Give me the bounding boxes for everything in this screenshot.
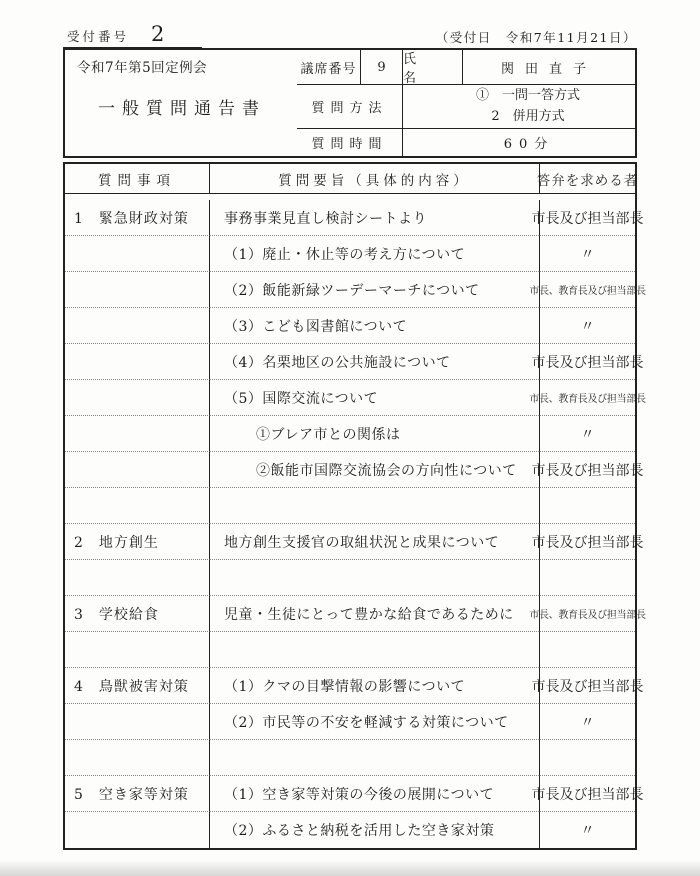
top-strip xyxy=(63,24,637,48)
question-item-text: 5 空き家等対策 xyxy=(74,786,189,803)
responder-cell xyxy=(539,812,635,848)
question-item-cell xyxy=(65,668,210,704)
question-item-cell xyxy=(65,344,210,380)
reception-date: （受付日 令和7年11月21日） xyxy=(435,30,637,45)
responder-cell xyxy=(539,308,635,344)
question-summary-text: （3）こども図書館について xyxy=(224,318,408,335)
seat-number-label: 議席番号 xyxy=(300,61,357,77)
responder-cell xyxy=(531,524,644,560)
question-item-text: 3 学校給食 xyxy=(74,606,159,623)
question-method-options xyxy=(402,84,635,128)
document-title: 一般質問通告書 xyxy=(98,99,266,119)
name-label: 氏 名 xyxy=(402,50,462,84)
column-header-summary: 質問要旨（具体的内容） xyxy=(210,164,539,194)
question-summary-text: （2）ふるさと納税を活用した空き家対策 xyxy=(224,823,495,839)
responder-text: 市長、教育長及び担当部長 xyxy=(529,394,646,405)
responder-cell xyxy=(539,704,635,740)
question-summary-cell xyxy=(210,488,539,524)
question-summary-text: （1）クマの目撃情報の影響について xyxy=(224,678,466,695)
question-summary-text: （2）飯能新緑ツーデーマーチについて xyxy=(224,282,480,299)
question-summary-text: （2）市民等の不安を軽減する対策について xyxy=(224,714,509,731)
question-item-cell xyxy=(65,632,210,668)
question-summary-cell xyxy=(210,560,539,596)
question-item-text: 4 鳥獣被害対策 xyxy=(74,678,189,695)
responder-cell xyxy=(539,488,635,524)
responder-text: 〃 xyxy=(580,426,595,443)
question-item-cell xyxy=(65,272,210,308)
question-item-cell xyxy=(65,560,210,596)
responder-text: 市長及び担当部長 xyxy=(531,354,644,371)
responder-text: 〃 xyxy=(580,318,595,335)
question-summary-text: （1）空き家等対策の今後の展開について xyxy=(224,786,495,803)
question-summary-cell xyxy=(210,272,539,308)
question-summary-text: ②飯能市国際交流協会の方向性について xyxy=(256,462,517,479)
question-summary-cell xyxy=(210,200,539,236)
seat-number-value: 9 xyxy=(360,50,402,84)
responder-cell xyxy=(529,272,646,308)
responder-text: 〃 xyxy=(580,823,595,839)
responder-cell xyxy=(539,632,635,668)
question-summary-cell xyxy=(210,416,539,452)
question-summary-cell xyxy=(210,776,539,812)
responder-cell xyxy=(539,236,635,272)
responder-text: 〃 xyxy=(580,246,595,263)
question-summary-text: 児童・生徒にとって豊かな給食であるために xyxy=(224,606,514,623)
question-item-cell xyxy=(65,488,210,524)
question-item-cell xyxy=(65,236,210,272)
responder-text: 市長及び担当部長 xyxy=(531,534,644,551)
question-item-cell xyxy=(65,308,210,344)
question-item-text: 1 緊急財政対策 xyxy=(74,210,189,227)
question-time-label: 質問時間 xyxy=(297,128,402,156)
question-item-cell xyxy=(65,704,210,740)
question-method-option-2: 2 併用方式 xyxy=(491,108,565,124)
column-header-responder: 答弁を求める者 xyxy=(539,164,635,194)
reception-number-block xyxy=(63,24,202,48)
question-item-cell xyxy=(65,812,210,848)
responder-text: 市長及び担当部長 xyxy=(531,678,644,695)
responder-cell xyxy=(531,344,644,380)
question-summary-cell xyxy=(210,812,539,848)
question-item-cell xyxy=(65,416,210,452)
question-summary-text: ①ブレア市との関係は xyxy=(256,426,401,443)
responder-cell xyxy=(531,668,644,704)
header-table xyxy=(63,48,637,158)
column-header-item: 質問事項 xyxy=(65,164,210,194)
question-summary-cell xyxy=(210,596,539,632)
reception-number-value: 2 xyxy=(151,22,165,46)
question-item-cell xyxy=(65,740,210,776)
responder-text: 市長及び担当部長 xyxy=(531,786,644,803)
session-name: 令和7年第5回定例会 xyxy=(77,60,208,76)
session-title-cell xyxy=(65,50,297,156)
responder-text: 市長、教育長及び担当部長 xyxy=(529,286,646,297)
question-summary-text: 事務事業見直し検討シートより xyxy=(224,210,427,227)
question-summary-text: （5）国際交流について xyxy=(224,390,379,407)
responder-cell xyxy=(531,200,644,236)
responder-cell xyxy=(529,380,646,416)
responder-text: 市長、教育長及び担当部長 xyxy=(529,610,646,621)
question-table xyxy=(63,162,646,850)
question-item-cell xyxy=(65,596,210,632)
question-time-value: 60分 xyxy=(402,128,635,156)
responder-cell xyxy=(539,416,635,452)
reception-number-label: 受付番号 xyxy=(67,29,130,44)
question-item-cell xyxy=(65,452,210,488)
question-summary-cell xyxy=(210,668,539,704)
name-value: 関田直子 xyxy=(462,50,635,84)
question-summary-cell xyxy=(210,236,539,272)
question-summary-cell xyxy=(210,524,539,560)
responder-cell xyxy=(539,560,635,596)
question-item-cell xyxy=(65,200,210,236)
question-item-cell xyxy=(65,524,210,560)
question-summary-cell xyxy=(210,452,539,488)
responder-text: 市長及び担当部長 xyxy=(531,210,644,227)
responder-cell xyxy=(531,776,644,812)
responder-text: 市長及び担当部長 xyxy=(531,462,644,479)
question-summary-text: 地方創生支援官の取組状況と成果について xyxy=(224,534,500,551)
responder-cell xyxy=(531,452,644,488)
question-summary-cell xyxy=(210,380,539,416)
question-summary-cell xyxy=(210,344,539,380)
responder-cell xyxy=(539,740,635,776)
question-method-option-1: ① 一問一答方式 xyxy=(475,88,580,104)
question-item-cell xyxy=(65,776,210,812)
question-method-label: 質問方法 xyxy=(297,84,402,128)
question-summary-text: （1）廃止・休止等の考え方について xyxy=(224,246,466,263)
responder-text: 〃 xyxy=(580,714,595,731)
question-summary-cell xyxy=(210,740,539,776)
question-item-cell xyxy=(65,380,210,416)
question-item-text: 2 地方創生 xyxy=(74,534,159,551)
question-summary-cell xyxy=(210,308,539,344)
responder-cell xyxy=(529,596,646,632)
question-summary-text: （4）名栗地区の公共施設について xyxy=(224,354,451,371)
question-summary-cell xyxy=(210,632,539,668)
question-summary-cell xyxy=(210,704,539,740)
